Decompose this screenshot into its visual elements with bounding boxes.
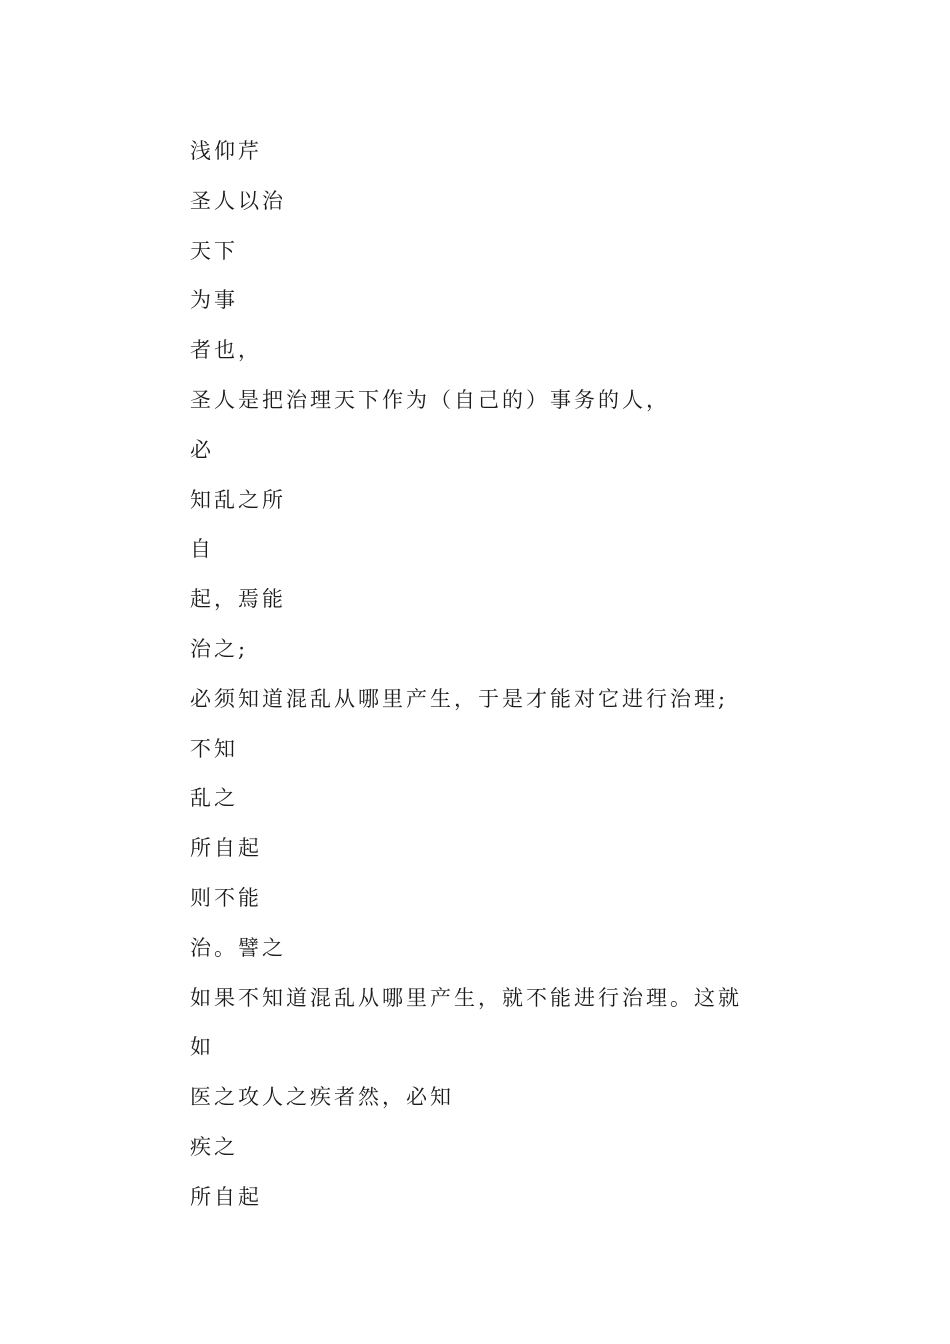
text-line: 疾之 <box>190 1134 238 1159</box>
text-line: 不知 <box>190 736 238 761</box>
text-line: 乱之 <box>190 786 238 811</box>
text-line: 知乱之所 <box>190 487 286 512</box>
text-line: 医之攻人之疾者然，必知 <box>190 1085 454 1110</box>
text-line: 所自起 <box>190 1184 262 1209</box>
text-line: 治。譬之 <box>190 935 286 960</box>
text-line: 为事 <box>190 288 238 313</box>
text-line: 自 <box>190 537 214 562</box>
text-line: 则不能 <box>190 885 262 910</box>
text-line: 圣人是把治理天下作为（自己的）事务的人， <box>190 387 670 412</box>
text-line: 必须知道混乱从哪里产生，于是才能对它进行治理; <box>190 686 729 711</box>
document-body <box>190 136 750 1232</box>
text-line: 天下 <box>190 238 238 263</box>
text-line: 如果不知道混乱从哪里产生，就不能进行治理。这就 <box>190 985 742 1010</box>
text-line: 必 <box>190 437 214 462</box>
text-line: 者也， <box>190 338 262 363</box>
text-line: 圣人以治 <box>190 188 286 213</box>
text-line: 所自起 <box>190 836 262 861</box>
text-line: 如 <box>190 1035 214 1060</box>
text-line: 治之; <box>190 636 249 661</box>
text-line: 起，焉能 <box>190 587 286 612</box>
text-line: 浅仰芹 <box>190 139 262 163</box>
